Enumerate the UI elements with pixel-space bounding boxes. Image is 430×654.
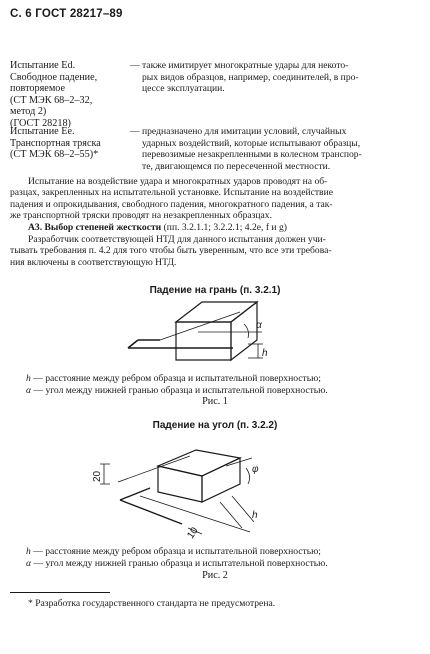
test-surface: [120, 488, 182, 524]
figure-2-legend: [26, 546, 426, 569]
legend-symbol: h: [26, 373, 31, 384]
section-heading-refs: (пп. 3.2.1.1; 3.2.2.1; 4.2е, f и g): [161, 222, 287, 233]
label-line: (ГОСТ 28218): [10, 117, 71, 129]
box-front-face: [176, 322, 231, 360]
test-surface: [128, 340, 233, 348]
label-alpha: α: [256, 320, 262, 331]
label-line: Испытание Ee.: [10, 126, 75, 137]
figure-1-title: Падение на грань (п. 3.2.1): [149, 285, 281, 296]
para-line: же транспортной тряски проводят на незакрепленных образцах.: [10, 209, 273, 221]
legend-text: — расстояние между ребром образца и испытательной поверхностью;: [30, 373, 321, 384]
legend-text: — угол между нижней гранью образца и испытательной поверхностью.: [31, 384, 328, 396]
box-side-face: [231, 302, 257, 360]
legend-item: [26, 373, 426, 385]
text-line: также имитирует многократные удары для некото-: [142, 60, 349, 71]
legend-symbol: α: [26, 557, 32, 569]
label-line: Свободное падение,: [10, 71, 98, 83]
paragraph-1: [10, 176, 424, 221]
figure-2-drawing: [0, 436, 430, 546]
box-side-face: [202, 458, 240, 502]
page-header: С. 6 ГОСТ 28217–89: [10, 8, 123, 20]
para-line: Разработчик соответствующей НТД для данного испытания должен учи-: [28, 234, 326, 245]
figure-2-lines: [100, 450, 254, 534]
test-ed-description: [142, 60, 424, 95]
para-line: разцах, закрепленных на испытательной установке. Испытание на воздействие: [10, 187, 333, 199]
legend-text: — расстояние между ребром образца и испытательной поверхностью;: [30, 546, 321, 557]
figure-2-caption: Рис. 2: [202, 570, 228, 581]
label-h: h: [252, 510, 258, 521]
label-line: повторяемое: [10, 83, 66, 95]
section-heading-bold: А3. Выбор степеней жесткости: [28, 222, 162, 233]
para-line: ния включены в соответствующую НТД.: [10, 256, 177, 268]
text-line: предназначено для имитации условий, случайных: [142, 126, 347, 137]
figure-1-legend: [26, 373, 426, 396]
label-phi: φ: [252, 464, 259, 475]
legend-text: — угол между нижней гранью образца и испытательной поверхностью.: [31, 557, 328, 569]
label-h: h: [262, 348, 268, 359]
para-line: падения и опрокидывания, свободного падения, многократного падения, а так-: [10, 198, 333, 210]
legend-item: [26, 385, 426, 397]
figure-2-title: Падение на угол (п. 3.2.2): [152, 420, 278, 431]
text-line: перевозимые незакрепленными в колесном транспор-: [142, 149, 362, 161]
phi-marks: [226, 458, 252, 484]
label-line: Испытание Ed.: [10, 60, 76, 71]
figure-1-drawing: [0, 300, 430, 372]
alpha-arc: [244, 324, 249, 338]
para-line: тывать требования п. 4.2 для того чтобы быть уверенным, что все эти требова-: [10, 245, 332, 257]
test-ee-dash: —: [130, 126, 140, 137]
text-line: цессе эксплуатации.: [142, 83, 225, 95]
test-ed-label: [10, 60, 128, 130]
figure-1-lines: [128, 302, 263, 360]
figure-1-caption: Рис. 1: [202, 396, 228, 407]
box-front-face: [158, 466, 202, 502]
label-20: 20: [92, 470, 103, 482]
text-line: рых видов образцов, например, соединителей, в про-: [142, 71, 359, 83]
legend-item: [26, 558, 426, 570]
label-line: метод 2): [10, 106, 47, 118]
label-line: (СТ МЭК 68–2–32,: [10, 94, 93, 106]
footnote: * Разработка государственного стандарта не предусмотрена.: [28, 598, 276, 609]
text-line: те, двигающемся по пересеченной местности.: [142, 160, 331, 172]
ref-line-top: [160, 312, 240, 340]
para-line: Испытание на воздействие удара и многократных ударов проводят на об-: [28, 176, 328, 187]
test-ee-label: [10, 126, 128, 161]
section-a3-heading: [28, 222, 424, 233]
ground-line-top: [118, 456, 190, 482]
label-line: Транспортная тряска: [10, 137, 101, 149]
test-ed-dash: —: [130, 60, 140, 71]
footnote-rule: [10, 592, 110, 593]
legend-symbol: h: [26, 546, 31, 557]
legend-symbol: α: [26, 384, 32, 396]
h-dim: [220, 496, 254, 528]
test-ee-description: [142, 126, 424, 172]
legend-item: [26, 546, 426, 558]
paragraph-2: [10, 234, 424, 268]
text-line: ударных воздействий, которые испытывают образцы,: [142, 137, 361, 149]
label-10: 10: [185, 525, 201, 541]
label-line: (СТ МЭК 68–2–55)*: [10, 149, 99, 161]
